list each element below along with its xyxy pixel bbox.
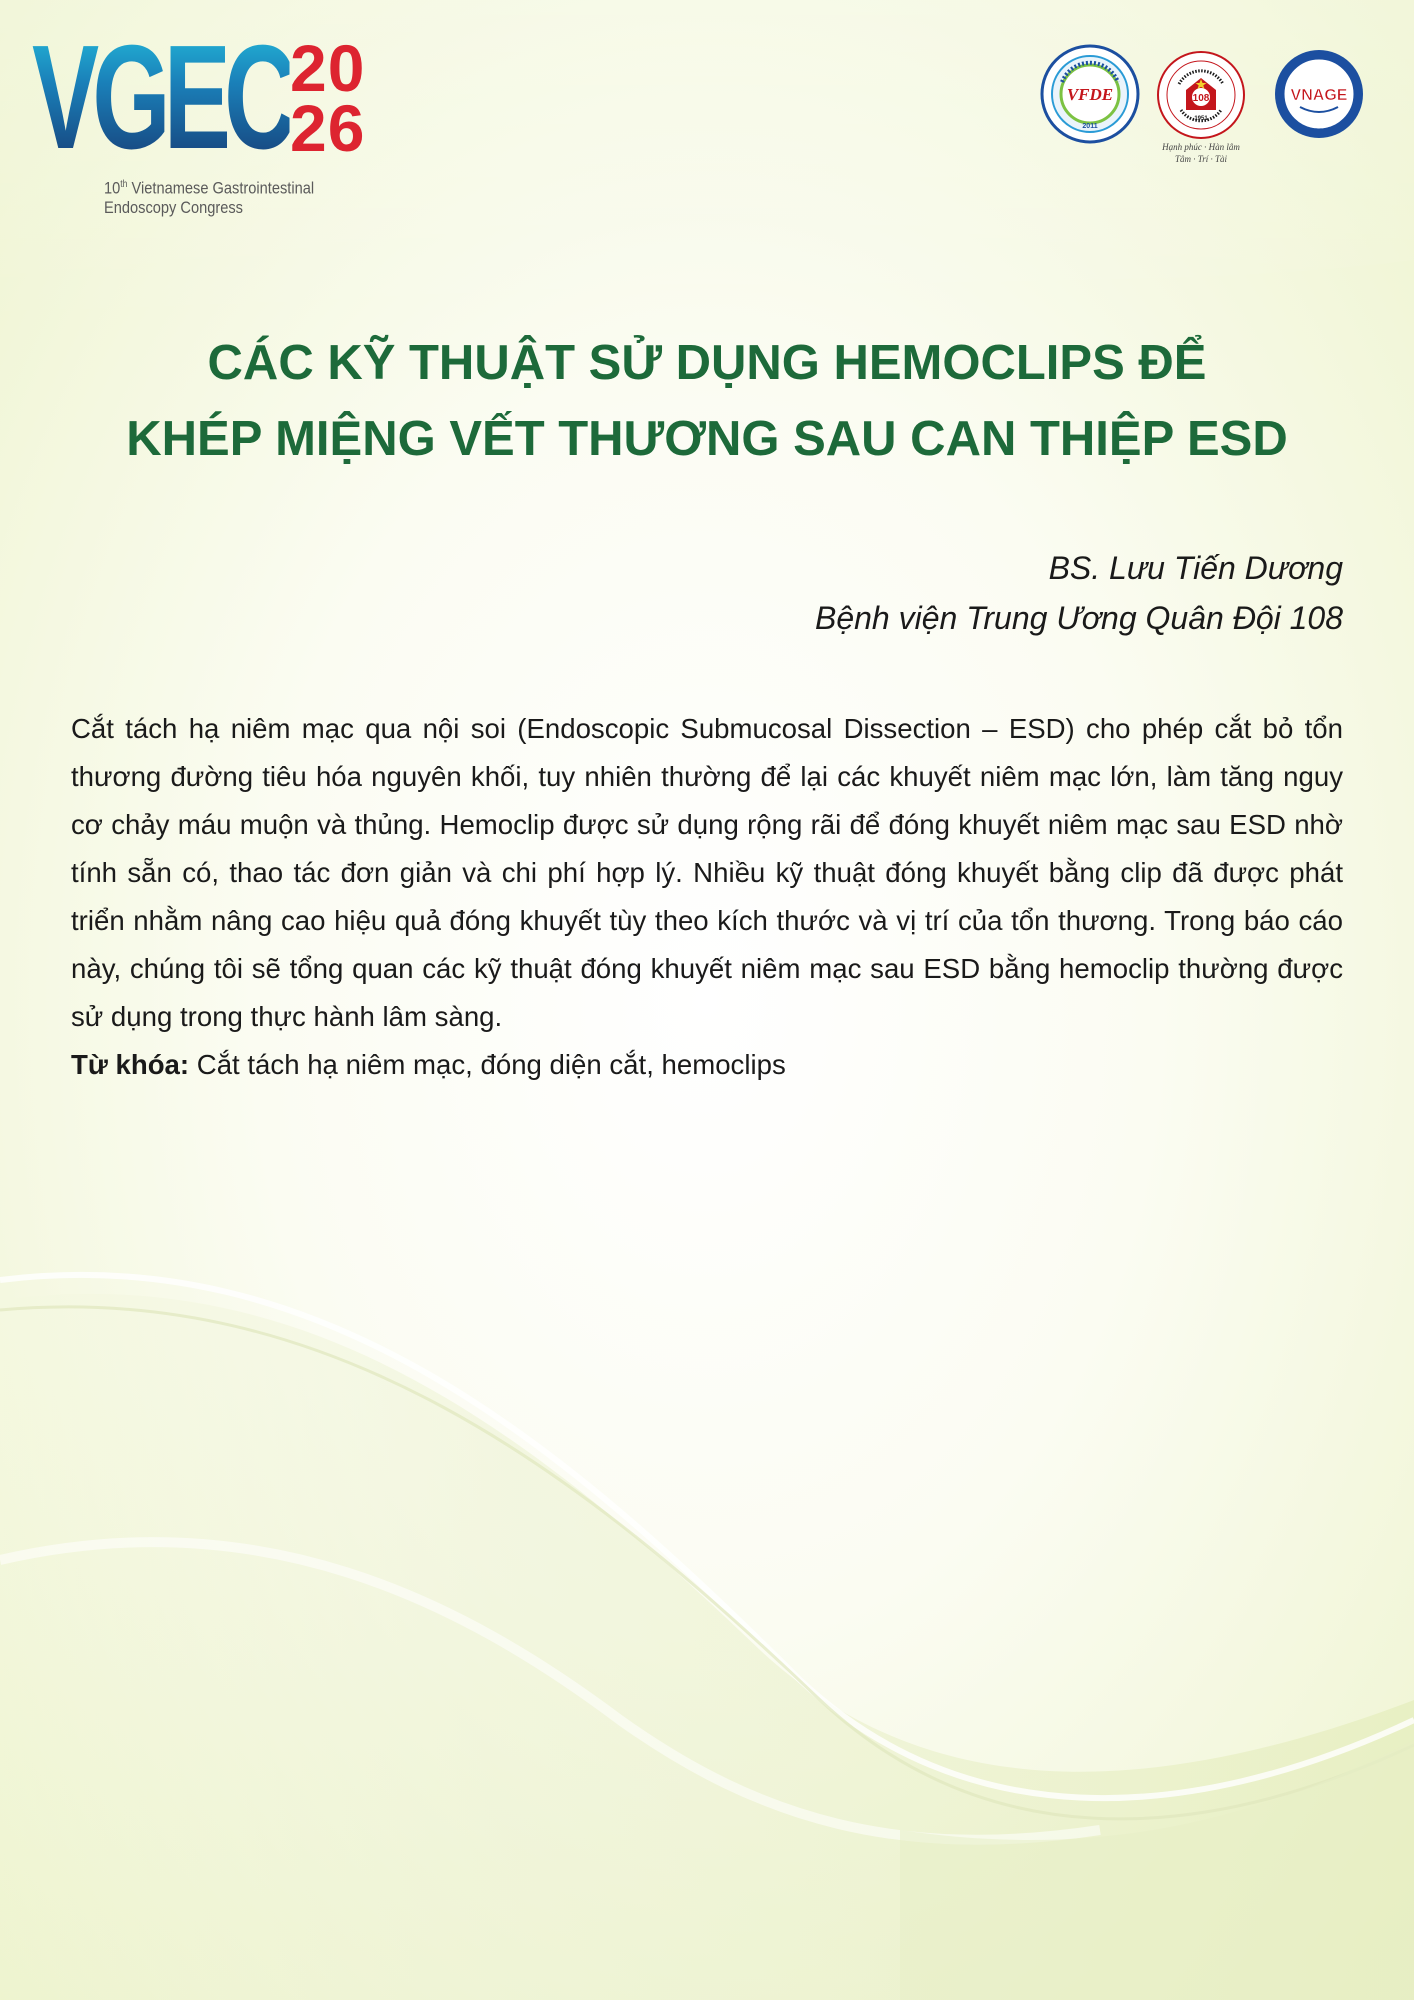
- keywords-line: [71, 1041, 1343, 1089]
- svg-text:VNAGE: VNAGE: [1290, 87, 1348, 104]
- logo-subtitle-line2: Endoscopy Congress: [104, 197, 243, 217]
- vnage-seal-logo: [1274, 49, 1364, 139]
- logo-subtitle-line1: Vietnamese Gastrointestinal: [127, 178, 315, 198]
- title-line-2: KHÉP MIỆNG VẾT THƯƠNG SAU CAN THIỆP ESD: [126, 412, 1288, 466]
- document-title: [60, 325, 1354, 477]
- author-name: BS. Lưu Tiến Dương: [1048, 550, 1343, 586]
- svg-text:1951: 1951: [1194, 116, 1208, 122]
- logo-year-top: 20: [290, 31, 366, 105]
- keywords-label: Từ khóa:: [71, 1049, 190, 1080]
- svg-text:VFDE: VFDE: [1066, 85, 1114, 104]
- logo-wordmark: VGEC: [32, 15, 291, 180]
- vfde-seal-logo: [1040, 44, 1140, 144]
- vgec-2026-logo: [32, 15, 412, 218]
- hospital-108-seal-logo: [1156, 50, 1246, 140]
- logo-edition: 10: [104, 178, 121, 198]
- title-line-1: CÁC KỸ THUẬT SỬ DỤNG HEMOCLIPS ĐỂ: [207, 336, 1207, 390]
- hospital-108-motto: [1145, 141, 1257, 165]
- logo-subtitle: [104, 175, 362, 217]
- keywords-text: Cắt tách hạ niêm mạc, đóng diện cắt, hemoclips: [189, 1049, 786, 1080]
- svg-text:108: 108: [1192, 93, 1210, 104]
- motto-line1: Hạnh phúc · Hàn lâm: [1162, 142, 1240, 152]
- logo-edition-suffix: th: [120, 179, 128, 190]
- abstract-body: Cắt tách hạ niêm mạc qua nội soi (Endoscopic Submucosal Dissection – ESD) cho phép cắt bỏ tổn thương đường tiêu hóa nguyên khối, tuy nhiên thường để lại các khuyết niêm mạc lớn, làm tăng nguy cơ chảy máu muộn và thủng. Hemoclip được sử dụng rộng rãi để đóng khuyết niêm mạc sau ESD nhờ tính sẵn có, thao tác đơn giản và chi phí hợp lý. Nhiều kỹ thuật đóng khuyết bằng clip đã được phát triển nhằm nâng cao hiệu quả đóng khuyết tùy theo kích thước và vị trí của tổn thương. Trong báo cáo này, chúng tôi sẽ tổng quan các kỹ thuật đóng khuyết niêm mạc sau ESD bằng hemoclip thường được sử dụng trong thực hành lâm sàng.: [71, 713, 1343, 1032]
- motto-line2: Tâm · Trí · Tài: [1174, 154, 1228, 164]
- author-affiliation: Bệnh viện Trung Ương Quân Đội 108: [814, 600, 1343, 636]
- author-block: [543, 543, 1343, 643]
- logo-year: [290, 31, 420, 165]
- logo-year-bottom: 26: [290, 91, 366, 165]
- svg-text:2011: 2011: [1082, 123, 1098, 130]
